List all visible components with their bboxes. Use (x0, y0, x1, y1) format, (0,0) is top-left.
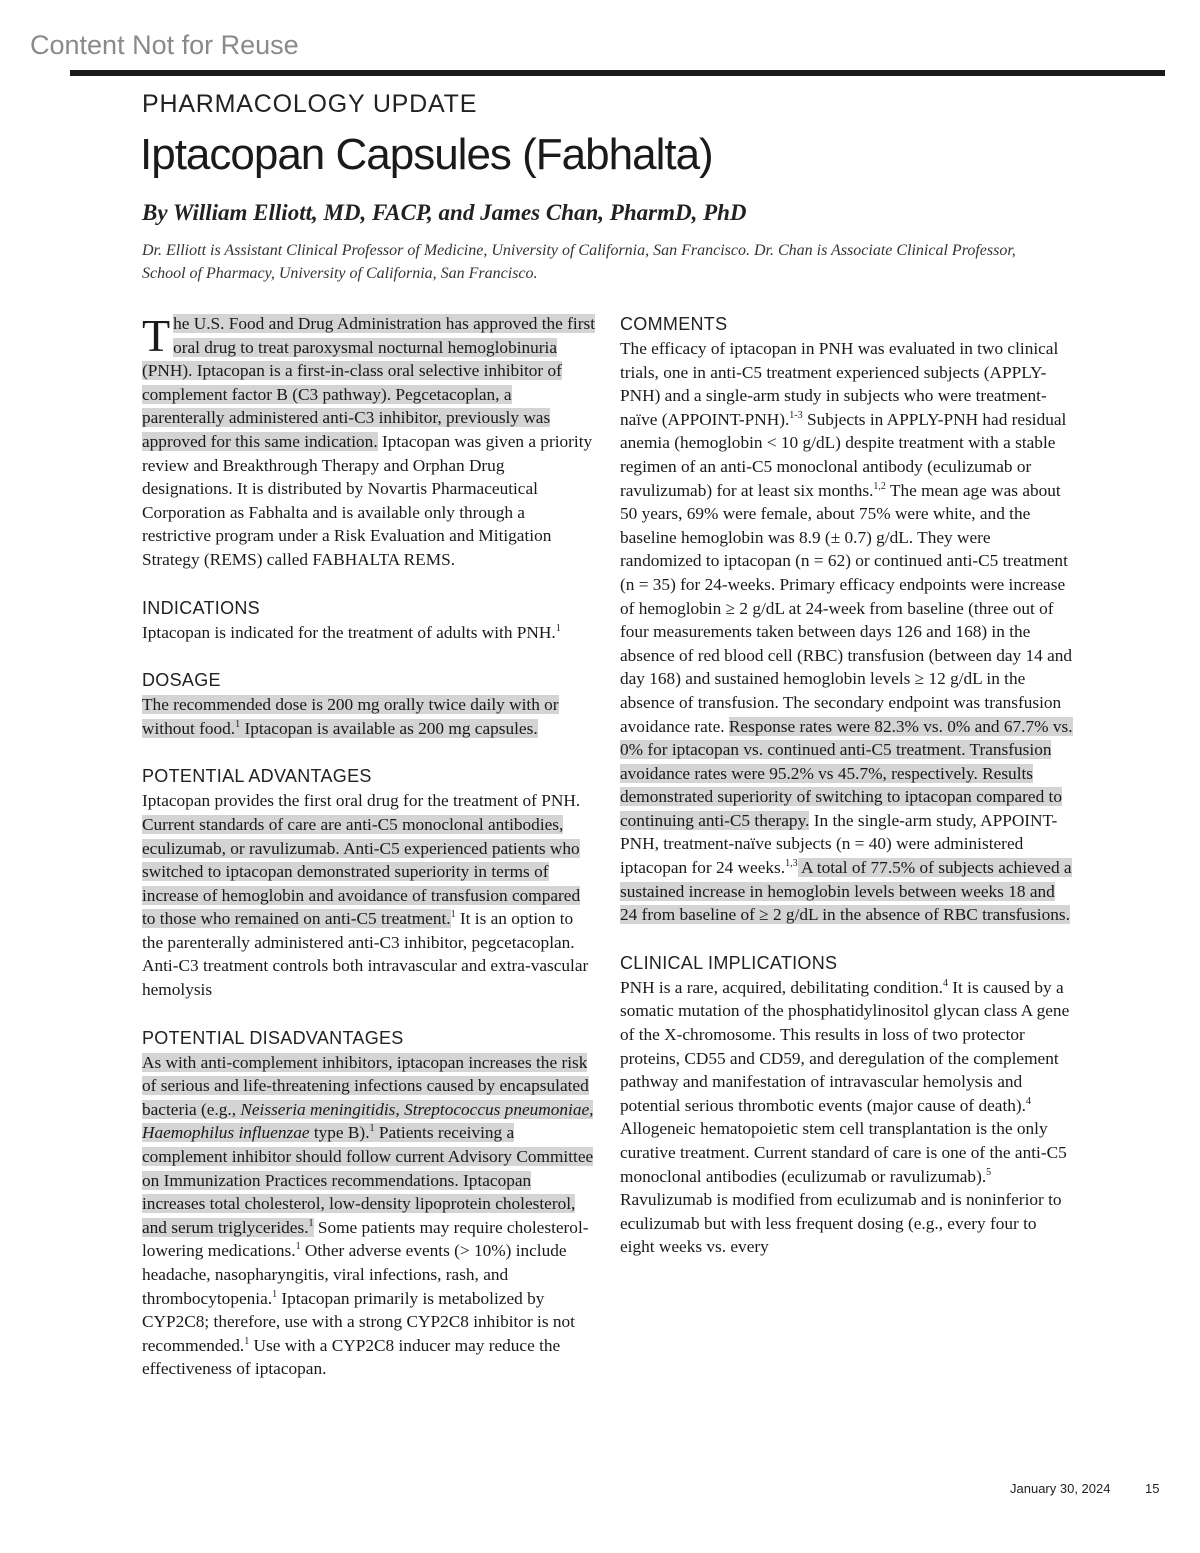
disadvantages-text: As with anti-complement inhibitors, iptacopan increases the risk of serious and life-threatening infections caused by encapsulated bacteria (e.g., (142, 1052, 589, 1119)
comments-text: In the single-arm study, APPOINT-PNH, treatment-naïve subjects (n = 40) were administered iptacopan for 24 weeks. (620, 810, 1058, 878)
citation: 5 (986, 1166, 992, 1178)
citation: 4 (942, 978, 948, 990)
dosage-heading: DOSAGE (142, 670, 221, 691)
implications-text: It is caused by a somatic mutation of the phosphatidylinositol glycan class A gene of the X-chromosome. This results in loss of two protector proteins, CD55 and CD59, and deregulation of the complement pathway and manifestation of intravascular hemolysis and potential serious thrombotic events (major cause of death). (620, 977, 1070, 1115)
implications-paragraph (620, 976, 1075, 1259)
organism-name: Streptococcus pneumoniae (404, 1099, 590, 1119)
watermark: Content Not for Reuse (30, 30, 299, 60)
organism-name: Haemophilus influenzae (142, 1123, 310, 1143)
byline: By William Elliott, MD, FACP, and James Chan, PharmD, PhD (142, 200, 747, 225)
left-column (142, 312, 597, 1381)
dosage-paragraph (142, 693, 597, 740)
disadvantages-text: Some patients may require cholesterol-lowering medications. (142, 1217, 589, 1261)
disadvantages-text: Iptacopan primarily is metabolized by CYP2C8; therefore, use with a strong CYP2C8 inhibitor is not recommended. (142, 1288, 575, 1355)
dosage-text: The recommended dose is 200 mg orally twice daily with or without food. (142, 695, 559, 738)
citation: 1 (555, 622, 561, 634)
intro-text: Iptacopan was given a priority review and Breakthrough Therapy and Orphan Drug designations. It is distributed by Novartis Pharmaceutical Corporation as Fabhalta and is available only through a restrictive program under a Risk Evaluation and Mitigation Strategy (REMS) called FABHALTA REMS. (142, 431, 593, 569)
advantages-text: Iptacopan provides the first oral drug for the treatment of PNH. (142, 791, 581, 811)
disadvantages-text: Other adverse events (> 10%) include headache, nasopharyngitis, viral infections, rash, and thrombocytopenia. (142, 1241, 567, 1308)
section-label: PHARMACOLOGY UPDATE (142, 90, 478, 118)
author-affiliation: Dr. Elliott is Assistant Clinical Professor of Medicine, University of California, San Francisco. Dr. Chan is Associate Clinical Professor, School of Pharmacy, University of California, San Francisco. (142, 242, 1016, 282)
indications-paragraph (142, 621, 597, 645)
citation: 1 (369, 1123, 375, 1135)
citation: 4 (1025, 1096, 1031, 1108)
citation: 1 (295, 1241, 301, 1253)
disadvantages-text: type B). (309, 1123, 370, 1143)
advantages-text: It is an option to the parenterally administered anti-C3 inhibitor, pegcetacoplan. Anti-C3 treatment controls both intravascular and extra-vascular hemolysis (142, 909, 589, 1000)
disadvantages-heading: POTENTIAL DISADVANTAGES (142, 1027, 404, 1048)
citation: 1 (308, 1218, 314, 1230)
comments-highlight: Response rates were 82.3% vs. 0% and 67.7% vs. 0% for iptacopan vs. continued anti-C5 treatment. Transfusion avoidance rates were 95.2% vs 45.7%, respectively. Results demonstrated superiority of switching to iptacopan compared to continuing anti-C5 therapy. (620, 716, 1073, 830)
citation: 1 (450, 909, 456, 921)
citation: 1 (244, 1336, 250, 1348)
citation: 1,2 (873, 480, 886, 492)
comments-paragraph (620, 337, 1075, 927)
comments-text: Subjects in APPLY-PNH had residual anemia (hemoglobin < 10 g/dL) despite treatment with a stable regimen of an anti-C5 monoclonal antibody (eculizumab or ravulizumab) for at least six months. (620, 409, 1067, 500)
right-column (620, 312, 1075, 1259)
citation: 1 (272, 1288, 278, 1300)
citation: 1,3 (785, 858, 798, 870)
advantages-heading: POTENTIAL ADVANTAGES (142, 766, 372, 787)
citation: 1 (235, 718, 241, 730)
disadvantages-paragraph (142, 1051, 597, 1381)
intro-paragraph (142, 312, 597, 572)
disadvantages-text: Use with a CYP2C8 inducer may reduce the effectiveness of iptacopan. (142, 1335, 561, 1379)
indications-text: Iptacopan is indicated for the treatment of adults with PNH. (142, 622, 556, 642)
organism-name: Neisseria meningitidis (240, 1099, 396, 1119)
indications-heading: INDICATIONS (142, 597, 260, 618)
page-number: 15 (1145, 1481, 1160, 1496)
advantages-paragraph (142, 789, 597, 1001)
dosage-text: Iptacopan is available as 200 mg capsules. (240, 718, 538, 738)
implications-text: Allogeneic hematopoietic stem cell transplantation is the only curative treatment. Current standard of care is one of the anti-C5 monoclonal antibodies (eculizumab or ravulizumab). (620, 1119, 1067, 1186)
comments-text: The efficacy of iptacopan in PNH was evaluated in two clinical trials, one in anti-C5 treatment experienced subjects (APPLY-PNH) and a single-arm study in subjects who were treatment-naïve (APPOINT-PNH). (620, 339, 1059, 429)
comments-heading: COMMENTS (620, 314, 728, 334)
comments-text: The mean age was about 50 years, 69% were female, about 75% were white, and the baseline hemoglobin was 8.9 (± 0.7) g/dL. They were randomized to iptacopan (n = 62) or continued anti-C5 treatment (n = 35) for 24-weeks. Primary efficacy endpoints were increase of hemoglobin ≥ 2 g/dL at 24-week from baseline (three out of four measurements taken between days 126 and 168) in the absence of red blood cell (RBC) transfusion (between day 14 and day 168) and sustained hemoglobin levels ≥ 12 g/dL in the absence of transfusion. The secondary endpoint was transfusion avoidance rate. (620, 480, 1073, 736)
top-rule (70, 70, 1165, 76)
disadvantages-text: , (589, 1099, 594, 1119)
article-title: Iptacopan Capsules (Fabhalta) (140, 130, 713, 179)
disadvantages-text: Patients receiving a complement inhibitor should follow current Advisory Committee on Immunization Practices recommendations. Iptacopan increases total cholesterol, low-density lipoprotein cholesterol, and serum triglycerides. (142, 1123, 594, 1237)
disadvantages-text: , (395, 1099, 405, 1119)
advantages-highlight: Current standards of care are anti-C5 monoclonal antibodies, eculizumab, or ravulizumab. Anti-C5 experienced patients who switched to iptacopan demonstrated superiority in terms of increase of hemoglobin and avoidance of transfusion compared to those who remained on anti-C5 treatment. (142, 814, 581, 929)
comments-highlight: A total of 77.5% of subjects achieved a sustained increase in hemoglobin levels between weeks 18 and 24 from baseline of ≥ 2 g/dL in the absence of RBC transfusions. (620, 858, 1072, 925)
drop-cap: T (142, 310, 171, 361)
intro-highlight: he U.S. Food and Drug Administration has approved the first oral drug to treat paroxysmal nocturnal hemoglobinuria (PNH). Iptacopan is a first-in-class oral selective inhibitor of complement factor B (C3 pathway). Pegcetacoplan, a parenterally administered anti-C3 inhibitor, previously was approved for this same indication. (142, 314, 596, 451)
implications-heading: CLINICAL IMPLICATIONS (620, 952, 838, 973)
implications-text: Ravulizumab is modified from eculizumab and is noninferior to eculizumab but with less frequent dosing (e.g., every four to eight weeks vs. every (620, 1190, 1062, 1257)
implications-text: PNH is a rare, acquired, debilitating condition. (620, 977, 943, 997)
footer-date: January 30, 2024 (1010, 1481, 1111, 1496)
citation: 1-3 (789, 410, 803, 422)
